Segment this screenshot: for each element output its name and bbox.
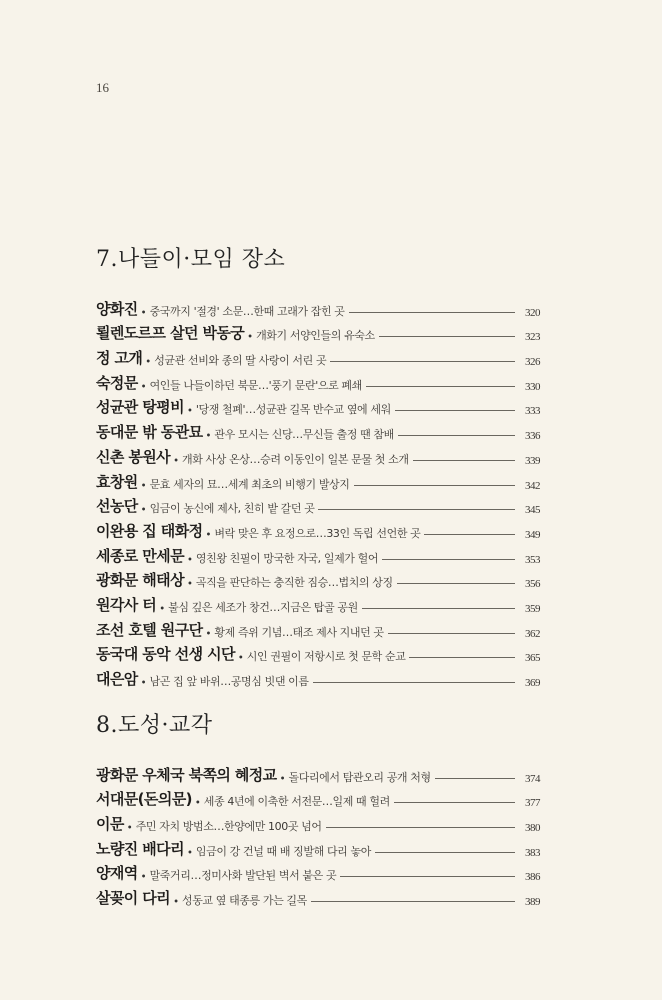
entry-description: 문효 세자의 묘…세계 최초의 비행기 발상지: [149, 477, 350, 491]
entry-description: 시인 권필이 저항시로 첫 문학 순교: [246, 650, 406, 664]
leader-line: [388, 633, 515, 634]
page-reference: 380: [525, 822, 540, 835]
bullet-icon: •: [186, 579, 193, 591]
entry-title: 서대문(돈의문): [96, 790, 192, 809]
entry-title: 동대문 밖 동관묘: [96, 423, 203, 442]
bullet-icon: •: [237, 653, 244, 665]
leader-line: [354, 485, 515, 486]
entry-description: 세종 4년에 이축한 서전문…일제 때 헐려: [203, 795, 390, 809]
leader-line: [395, 410, 515, 411]
entry-title: 조선 호텔 원구단: [96, 620, 203, 639]
toc-entry: [96, 785, 540, 810]
entry-title: 이문: [96, 815, 124, 834]
page-reference: 323: [525, 331, 540, 344]
entry-description: 곡직을 판단하는 충직한 짐승…법치의 상징: [195, 576, 393, 590]
section-8: [96, 708, 540, 908]
leader-line: [330, 361, 515, 362]
toc-entry: [96, 393, 540, 418]
toc-list: [96, 294, 540, 689]
toc-entry: [96, 516, 540, 541]
bullet-icon: •: [126, 823, 133, 835]
page-number: 16: [96, 80, 109, 95]
entry-description: 중국까지 '절경' 소문…한때 고래가 잡힌 곳: [149, 304, 345, 318]
bullet-icon: •: [279, 773, 286, 785]
page-reference: 383: [525, 846, 540, 859]
toc-list: [96, 760, 540, 908]
leader-line: [435, 778, 515, 779]
page-reference: 365: [525, 652, 540, 665]
leader-line: [311, 901, 515, 902]
entry-title: 노량진 배다리: [96, 839, 184, 858]
entry-description: '당쟁 철폐'…성균관 길목 반수교 옆에 세워: [195, 403, 391, 417]
leader-line: [382, 559, 515, 560]
entry-description: 관우 모시는 신당…무신들 출정 땐 참배: [214, 428, 394, 442]
entry-description: 벼락 맞은 후 요정으로…33인 독립 선언한 곳: [214, 526, 421, 540]
toc-entry: [96, 615, 540, 640]
page-reference: 362: [525, 627, 540, 640]
bullet-icon: •: [140, 480, 147, 492]
page-reference: 349: [525, 528, 540, 541]
toc-entry: [96, 442, 540, 467]
entry-title: 광화문 해태상: [96, 571, 184, 590]
entry-description: 돌다리에서 탐관오리 공개 처형: [288, 770, 431, 784]
entry-title: 성균관 탕평비: [96, 398, 184, 417]
bullet-icon: •: [186, 406, 193, 418]
leader-line: [409, 657, 515, 658]
entry-description: 여인들 나들이하던 북문…'풍기 문란'으로 폐쇄: [149, 378, 362, 392]
leader-line: [394, 802, 515, 803]
leader-line: [326, 827, 515, 828]
page-reference: 356: [525, 578, 540, 591]
page-reference: 377: [525, 797, 540, 810]
entry-description: 주민 자치 방범소…한양에만 100곳 넘어: [135, 820, 322, 834]
toc-entry: [96, 566, 540, 591]
entry-description: 개화 사상 온상…승려 이동인이 일본 문물 첫 소개: [181, 452, 409, 466]
page-reference: 369: [525, 677, 540, 689]
entry-title: 뢸렌도르프 살던 박동궁: [96, 324, 245, 343]
bullet-icon: •: [145, 357, 152, 369]
entry-description: 황제 즉위 기념…태조 제사 지내던 곳: [214, 625, 384, 639]
page-reference: 389: [525, 896, 540, 909]
entry-title: 양화진: [96, 299, 138, 318]
entry-title: 정 고개: [96, 349, 143, 368]
page-reference: 353: [525, 553, 540, 566]
toc-entry: [96, 467, 540, 492]
entry-description: 말죽거리…정미사화 발단된 벽서 붙은 곳: [149, 869, 337, 883]
bullet-icon: •: [140, 678, 147, 689]
bullet-icon: •: [205, 431, 212, 443]
page-reference: 333: [525, 405, 540, 418]
page-reference: 339: [525, 454, 540, 467]
page-reference: 374: [525, 772, 540, 785]
entry-description: 불심 깊은 세조가 창건…지금은 탑골 공원: [168, 600, 358, 614]
leader-line: [362, 608, 515, 609]
bullet-icon: •: [173, 897, 179, 909]
bullet-icon: •: [186, 554, 193, 566]
toc-entry: [96, 760, 540, 785]
bullet-icon: •: [140, 872, 147, 884]
bullet-icon: •: [159, 603, 166, 615]
page-reference: 330: [525, 380, 540, 393]
leader-line: [318, 509, 515, 510]
toc-entry: [96, 294, 540, 319]
entry-description: 영친왕 친필이 망국한 자국, 일제가 헐어: [195, 551, 379, 565]
section-7: [96, 242, 540, 689]
entry-title: 양재역: [96, 864, 138, 883]
entry-description: 임금이 농신에 제사, 친히 밭 갈던 곳: [149, 502, 315, 516]
toc-entry: [96, 859, 540, 884]
entry-description: 성균관 선비와 종의 딸 사랑이 서린 곳: [154, 354, 327, 368]
entry-description: 남곤 집 앞 바위…공명심 빗댄 이름: [149, 675, 309, 688]
toc-entry: [96, 492, 540, 517]
entry-title: 원각사 터: [96, 595, 157, 614]
entry-title: 살꽂이 다리: [96, 889, 171, 908]
toc-entry: [96, 664, 540, 689]
bullet-icon: •: [247, 332, 254, 344]
leader-line: [375, 852, 515, 853]
section-title: 8.도성·교각: [96, 713, 213, 738]
page-reference: 342: [525, 479, 540, 492]
entry-title: 선농단: [96, 497, 138, 516]
entry-title: 이완용 집 태화정: [96, 521, 203, 540]
entry-title: 효창원: [96, 472, 138, 491]
bullet-icon: •: [194, 798, 201, 810]
entry-title: 숙정문: [96, 373, 138, 392]
entry-title: 광화문 우체국 북쪽의 혜정교: [96, 765, 277, 784]
section-title: 7.나들이·모임 장소: [96, 247, 286, 272]
page-reference: 386: [525, 871, 540, 884]
leader-line: [424, 534, 515, 535]
toc-entry: [96, 590, 540, 615]
entry-description: 임금이 강 건널 때 배 징발해 다리 놓아: [195, 844, 371, 858]
entry-title: 신촌 봉원사: [96, 447, 171, 466]
toc-entry: [96, 809, 540, 834]
bullet-icon: •: [205, 628, 212, 640]
leader-line: [313, 682, 515, 683]
toc-entry: [96, 417, 540, 442]
leader-line: [397, 583, 515, 584]
toc-entry: [96, 319, 540, 344]
toc-entry: [96, 883, 540, 908]
entry-title: 동국대 동악 선생 시단: [96, 645, 235, 664]
entry-description: 성동교 옆 태종릉 가는 길목: [181, 894, 307, 908]
toc-entry: [96, 541, 540, 566]
leader-line: [340, 876, 515, 877]
toc-entry: [96, 368, 540, 393]
leader-line: [349, 312, 515, 313]
bullet-icon: •: [140, 307, 147, 319]
leader-line: [413, 460, 515, 461]
bullet-icon: •: [186, 847, 193, 859]
page-reference: 345: [525, 504, 540, 517]
bullet-icon: •: [173, 455, 179, 467]
toc-entry: [96, 640, 540, 665]
bullet-icon: •: [140, 381, 147, 393]
page-reference: 359: [525, 602, 540, 615]
bullet-icon: •: [205, 529, 212, 541]
entry-title: 세종로 만세문: [96, 546, 184, 565]
entry-title: 대은암: [96, 670, 138, 688]
toc-entry: [96, 343, 540, 368]
entry-description: 개화기 서양인들의 유숙소: [256, 329, 375, 343]
leader-line: [398, 435, 515, 436]
bullet-icon: •: [140, 505, 147, 517]
page-reference: 320: [525, 306, 540, 319]
page-reference: 326: [525, 356, 540, 369]
leader-line: [379, 336, 515, 337]
leader-line: [366, 386, 515, 387]
page-reference: 336: [525, 430, 540, 443]
toc-entry: [96, 834, 540, 859]
